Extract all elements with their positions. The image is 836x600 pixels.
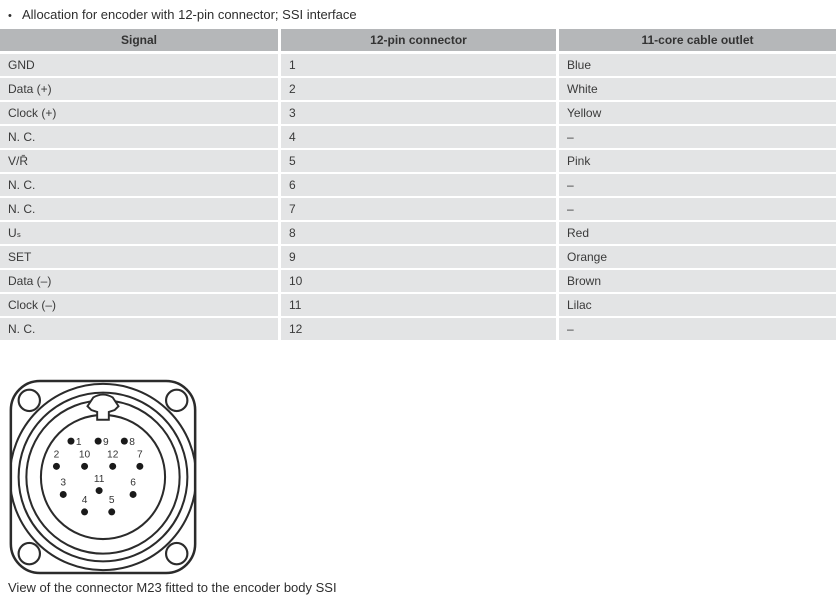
pin-cell: 6 (281, 174, 556, 196)
cable-cell: White (559, 78, 836, 100)
table-row (0, 126, 836, 148)
table-row (0, 318, 836, 340)
cable-cell: – (559, 174, 836, 196)
pin-cell: 4 (281, 126, 556, 148)
cable-cell: Red (559, 222, 836, 244)
signal-cell: Data (–) (0, 270, 278, 292)
signal-cell: SET (0, 246, 278, 268)
pin-label-12: 12 (107, 449, 119, 461)
pin-label-4: 4 (81, 495, 88, 507)
table-header-row (0, 29, 836, 51)
table-body (0, 54, 836, 340)
bullet-icon: • (8, 10, 12, 22)
pin-cell: 2 (281, 78, 556, 100)
signal-cell: N. C. (0, 198, 278, 220)
pin-label-6: 6 (130, 477, 136, 489)
signal-cell: N. C. (0, 174, 278, 196)
table-row (0, 102, 836, 124)
cable-cell: Orange (559, 246, 836, 268)
m23-connector-face (6, 376, 200, 578)
table-row (0, 54, 836, 76)
cable-cell: – (559, 126, 836, 148)
cable-cell: Lilac (559, 294, 836, 316)
table-row (0, 270, 836, 292)
pin-label-1: 1 (75, 436, 82, 448)
page-title (0, 0, 836, 22)
signal-cell: N. C. (0, 318, 278, 340)
pin-cell: 5 (281, 150, 556, 172)
pin-allocation-table (0, 29, 836, 340)
pin-cell: 9 (281, 246, 556, 268)
column-header-signal: Signal (0, 29, 278, 51)
cable-cell: Yellow (559, 102, 836, 124)
pin-cell: 1 (281, 54, 556, 76)
table-row (0, 294, 836, 316)
cable-cell: Brown (559, 270, 836, 292)
figure-caption: View of the connector M23 fitted to the encoder body SSI (8, 580, 337, 595)
pin-cell: 7 (281, 198, 556, 220)
pin-label-8: 8 (129, 436, 135, 448)
pin-cell: 11 (281, 294, 556, 316)
table-row (0, 198, 836, 220)
pin-cell: 12 (281, 318, 556, 340)
pin-cell: 8 (281, 222, 556, 244)
connector-diagram (6, 376, 200, 578)
column-header-connector: 12-pin connector (281, 29, 556, 51)
signal-cell: V/R̄ (0, 150, 278, 172)
pin-label-9: 9 (102, 436, 109, 448)
pin-label-3: 3 (60, 477, 67, 489)
pin-label-5: 5 (108, 495, 115, 507)
pin-cell: 3 (281, 102, 556, 124)
cable-cell: – (559, 318, 836, 340)
cable-cell: Pink (559, 150, 836, 172)
signal-cell: Clock (+) (0, 102, 278, 124)
table-row (0, 246, 836, 268)
signal-cell: Data (+) (0, 78, 278, 100)
signal-cell: Uₛ (0, 222, 278, 244)
pin-label-7: 7 (137, 449, 143, 461)
cable-cell: Blue (559, 54, 836, 76)
table-row (0, 174, 836, 196)
pin-label-2: 2 (53, 449, 60, 461)
signal-cell: Clock (–) (0, 294, 278, 316)
table-row (0, 150, 836, 172)
cable-cell: – (559, 198, 836, 220)
pin-label-10: 10 (78, 449, 91, 461)
signal-cell: GND (0, 54, 278, 76)
table-row (0, 222, 836, 244)
pin-label-11: 11 (93, 473, 105, 485)
signal-cell: N. C. (0, 126, 278, 148)
column-header-cable: 11-core cable outlet (559, 29, 836, 51)
page-title-text: Allocation for encoder with 12-pin connector; SSI interface (22, 7, 357, 22)
pin-cell: 10 (281, 270, 556, 292)
table-row (0, 78, 836, 100)
